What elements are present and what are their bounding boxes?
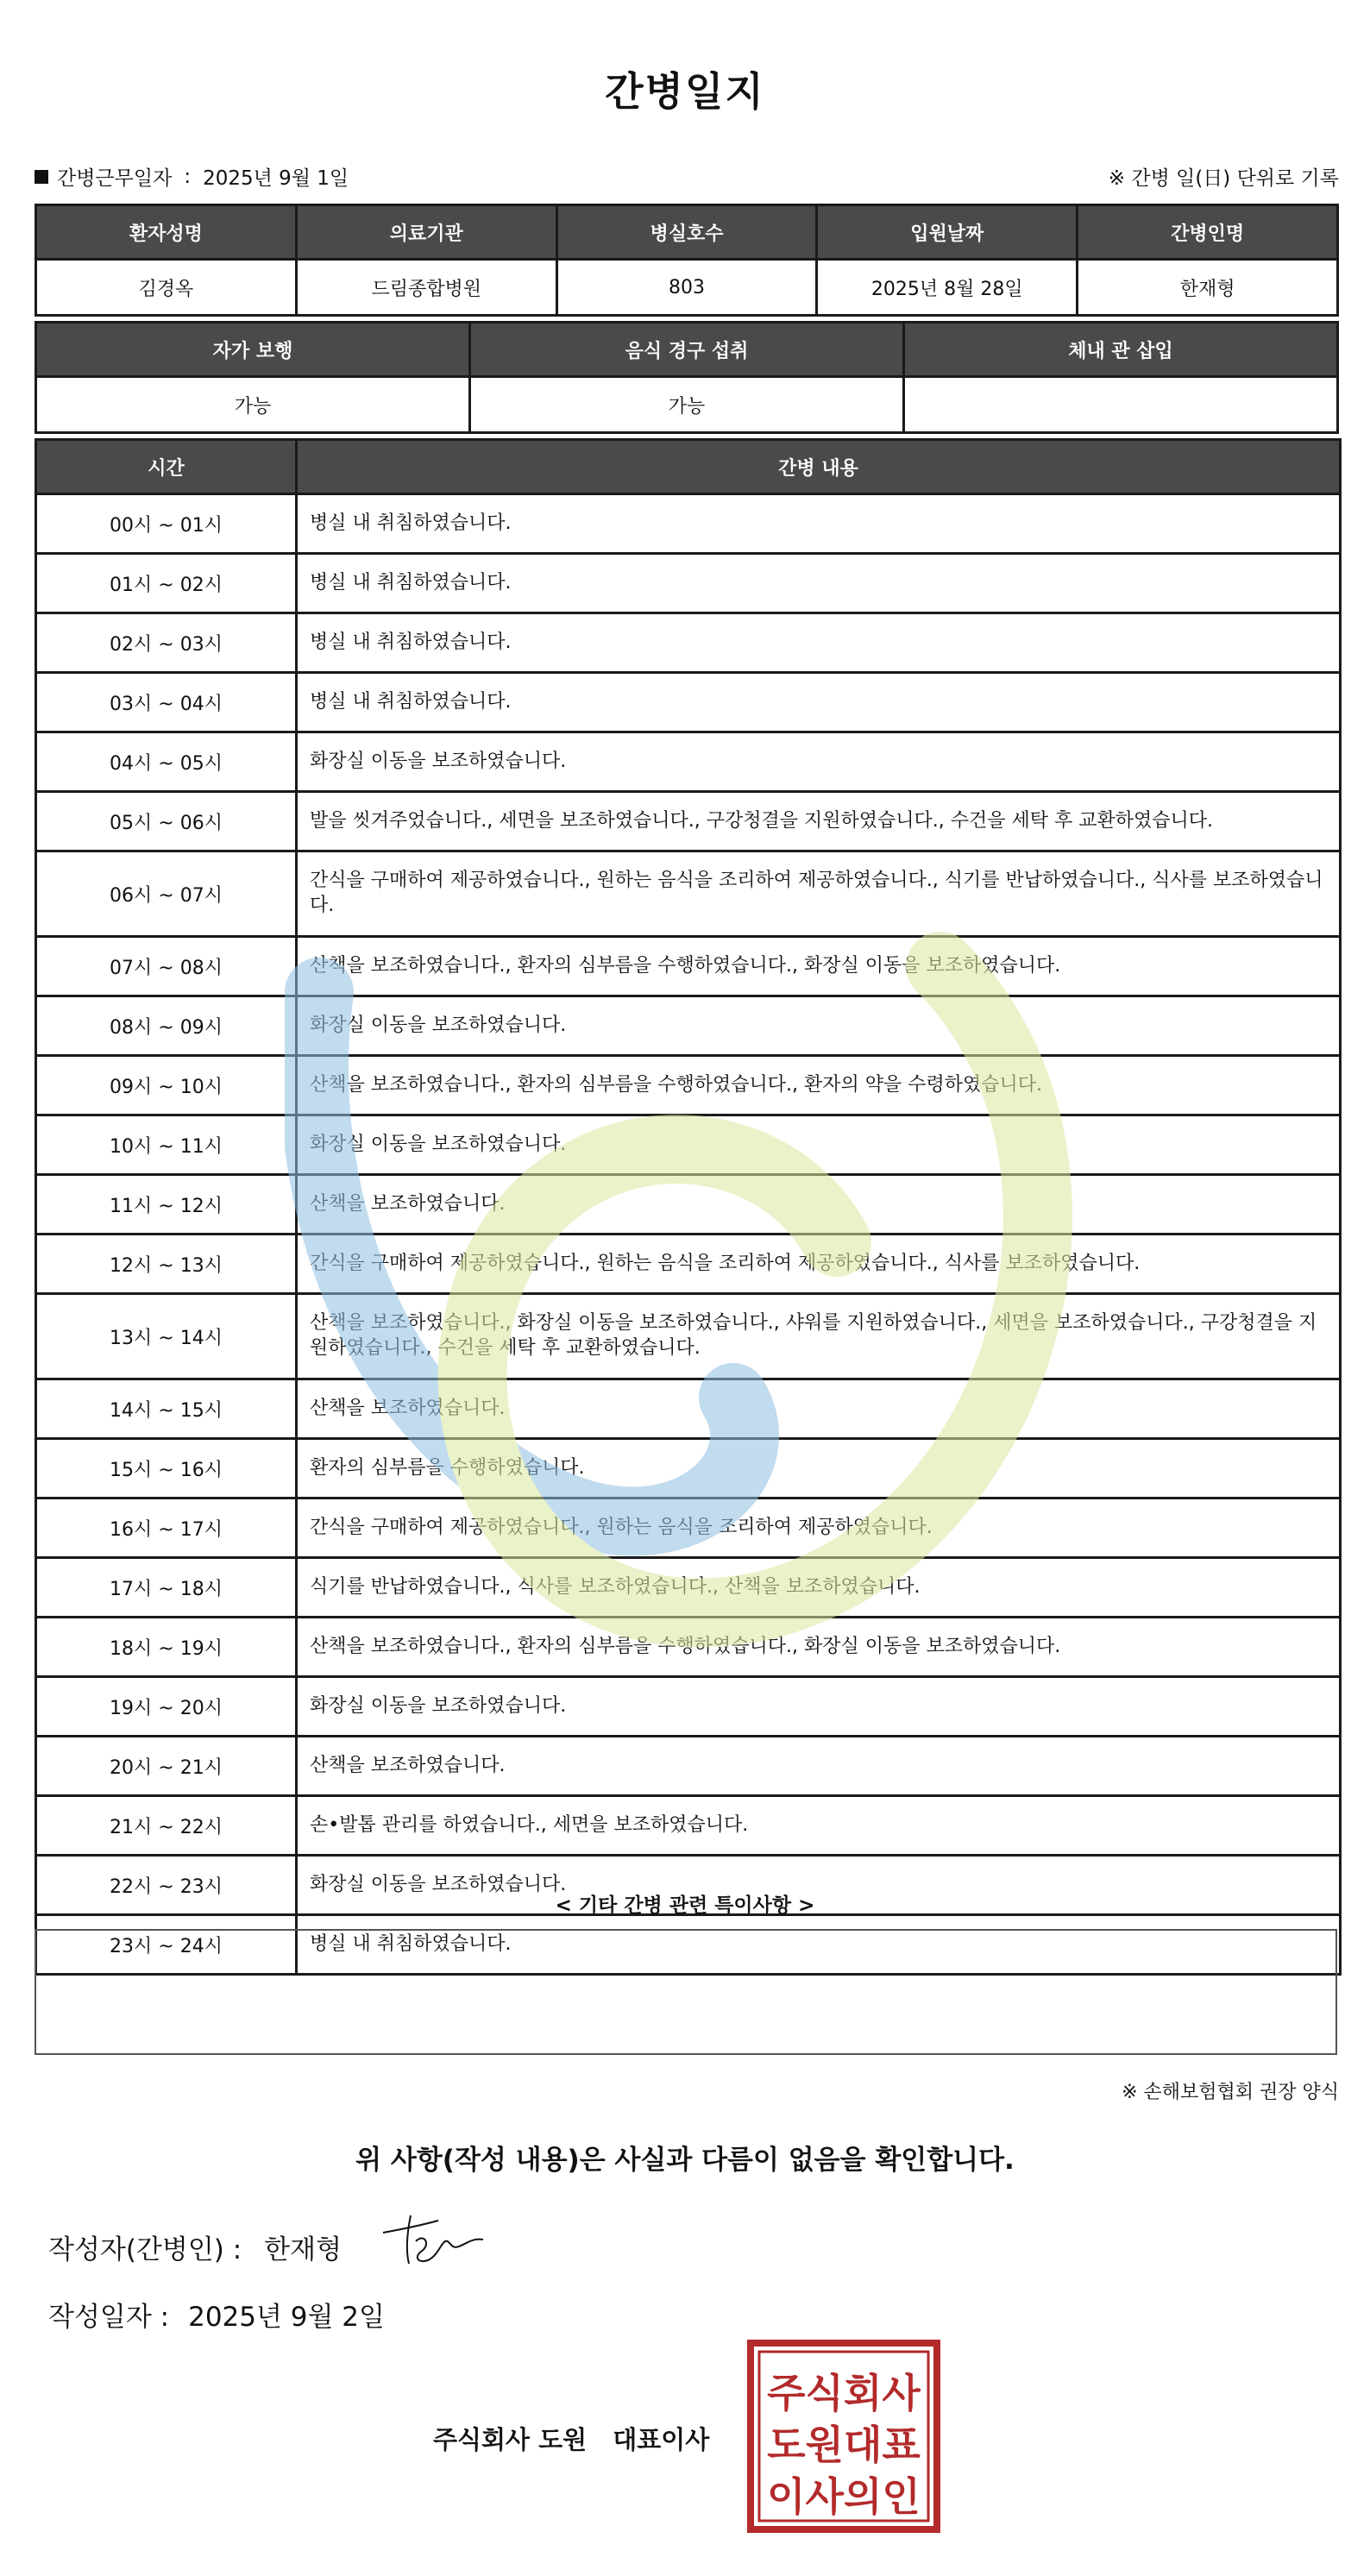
table-row bbox=[36, 851, 1341, 937]
care-content: 병실 내 취침하였습니다. bbox=[297, 613, 1341, 673]
header-care-content: 간병 내용 bbox=[297, 440, 1341, 494]
care-content: 병실 내 취침하였습니다. bbox=[297, 554, 1341, 613]
care-log-table bbox=[35, 438, 1342, 1976]
table-row bbox=[36, 792, 1341, 851]
time-slot: 03시 ~ 04시 bbox=[36, 673, 297, 732]
table-row bbox=[36, 1677, 1341, 1737]
care-content: 환자의 심부름을 수행하였습니다. bbox=[297, 1439, 1341, 1498]
work-date-label: 간병근무일자 bbox=[57, 167, 173, 190]
table-row bbox=[36, 1618, 1341, 1677]
time-slot: 19시 ~ 20시 bbox=[36, 1677, 297, 1737]
time-slot: 21시 ~ 22시 bbox=[36, 1796, 297, 1856]
table-row bbox=[36, 1439, 1341, 1498]
table-row bbox=[36, 996, 1341, 1056]
seal-line-2: 도원대표 bbox=[767, 2422, 921, 2468]
care-content: 발을 씻겨주었습니다., 세면을 보조하였습니다., 구강청결을 지원하였습니다., 수건을 세탁 후 교환하였습니다. bbox=[297, 792, 1341, 851]
care-content: 간식을 구매하여 제공하였습니다., 원하는 음식을 조리하여 제공하였습니다., 식사를 보조하였습니다. bbox=[297, 1235, 1341, 1294]
hospital-name: 드림종합병원 bbox=[296, 260, 556, 316]
seal-line-3: 이사의인 bbox=[767, 2473, 921, 2520]
care-content: 화장실 이동을 보조하였습니다. bbox=[297, 1856, 1341, 1915]
time-slot: 15시 ~ 16시 bbox=[36, 1439, 297, 1498]
written-date-value: 2025년 9월 2일 bbox=[188, 2302, 385, 2333]
time-slot: 10시 ~ 11시 bbox=[36, 1115, 297, 1175]
table-row bbox=[36, 732, 1341, 792]
abilities-table bbox=[35, 321, 1339, 434]
table-row bbox=[36, 1737, 1341, 1796]
tube-insertion-value bbox=[904, 377, 1338, 433]
company-name: 주식회사 도원 bbox=[433, 2425, 588, 2454]
time-slot: 06시 ~ 07시 bbox=[36, 851, 297, 937]
patient-info-table bbox=[35, 204, 1339, 317]
time-slot: 09시 ~ 10시 bbox=[36, 1056, 297, 1115]
special-notes-box bbox=[35, 1929, 1337, 2055]
room-number: 803 bbox=[556, 260, 817, 316]
table-row bbox=[36, 1294, 1341, 1379]
time-slot: 18시 ~ 19시 bbox=[36, 1618, 297, 1677]
care-content: 병실 내 취침하였습니다. bbox=[297, 1915, 1341, 1975]
time-slot: 23시 ~ 24시 bbox=[36, 1915, 297, 1975]
care-content: 병실 내 취침하였습니다. bbox=[297, 673, 1341, 732]
care-content: 화장실 이동을 보조하였습니다. bbox=[297, 732, 1341, 792]
care-content: 식기를 반납하였습니다., 식사를 보조하였습니다., 산책을 보조하였습니다. bbox=[297, 1558, 1341, 1618]
company-seal-icon bbox=[747, 2340, 940, 2533]
care-content: 화장실 이동을 보조하였습니다. bbox=[297, 996, 1341, 1056]
time-slot: 07시 ~ 08시 bbox=[36, 937, 297, 996]
header-patient-name: 환자성명 bbox=[36, 205, 297, 260]
oral-intake-value: 가능 bbox=[470, 377, 904, 433]
time-slot: 11시 ~ 12시 bbox=[36, 1175, 297, 1235]
page-title: 간병일지 bbox=[605, 68, 765, 115]
care-content: 산책을 보조하였습니다. bbox=[297, 1737, 1341, 1796]
writer-label: 작성자(간병인) : bbox=[48, 2234, 242, 2265]
header-hospital: 의료기관 bbox=[296, 205, 556, 260]
time-slot: 17시 ~ 18시 bbox=[36, 1558, 297, 1618]
care-content: 산책을 보조하였습니다. bbox=[297, 1379, 1341, 1439]
time-slot: 08시 ~ 09시 bbox=[36, 996, 297, 1056]
form-source-note: ※ 손해보험협회 권장 양식 bbox=[1122, 2082, 1339, 2103]
writer-line bbox=[48, 2227, 342, 2266]
caregiver-name: 한재형 bbox=[1078, 260, 1338, 316]
table-row bbox=[36, 1498, 1341, 1558]
care-content: 간식을 구매하여 제공하였습니다., 원하는 음식을 조리하여 제공하였습니다. bbox=[297, 1498, 1341, 1558]
care-content: 간식을 구매하여 제공하였습니다., 원하는 음식을 조리하여 제공하였습니다., 식기를 반납하였습니다., 식사를 보조하였습니다. bbox=[297, 851, 1341, 937]
square-bullet-icon bbox=[35, 170, 48, 184]
work-date-separator: : bbox=[184, 165, 192, 188]
table-row bbox=[36, 494, 1341, 554]
table-row bbox=[36, 1175, 1341, 1235]
time-slot: 13시 ~ 14시 bbox=[36, 1294, 297, 1379]
header-oral-intake: 음식 경구 섭취 bbox=[470, 323, 904, 377]
confirmation-statement: 위 사항(작성 내용)은 사실과 다름이 없음을 확인합니다. bbox=[355, 2145, 1015, 2176]
writer-name: 한재형 bbox=[264, 2234, 342, 2265]
time-slot: 02시 ~ 03시 bbox=[36, 613, 297, 673]
self-walking-value: 가능 bbox=[36, 377, 470, 433]
care-content: 화장실 이동을 보조하였습니다. bbox=[297, 1677, 1341, 1737]
header-admission-date: 입원날짜 bbox=[817, 205, 1078, 260]
table-row bbox=[36, 1115, 1341, 1175]
unit-note: ※ 간병 일(日) 단위로 기록 bbox=[1108, 167, 1339, 190]
care-content: 산책을 보조하였습니다., 환자의 심부름을 수행하였습니다., 화장실 이동을 보조하였습니다. bbox=[297, 937, 1341, 996]
time-slot: 01시 ~ 02시 bbox=[36, 554, 297, 613]
table-row bbox=[36, 554, 1341, 613]
company-line bbox=[433, 2421, 709, 2456]
care-content: 산책을 보조하였습니다., 화장실 이동을 보조하였습니다., 샤워를 지원하였습니다., 세면을 보조하였습니다., 구강청결을 지원하였습니다., 수건을 세탁 후 교환하였습니다. bbox=[297, 1294, 1341, 1379]
table-row bbox=[36, 1558, 1341, 1618]
header-time: 시간 bbox=[36, 440, 297, 494]
table-row bbox=[36, 673, 1341, 732]
header-caregiver-name: 간병인명 bbox=[1078, 205, 1338, 260]
work-date-line bbox=[35, 162, 349, 191]
care-content: 산책을 보조하였습니다., 환자의 심부름을 수행하였습니다., 환자의 약을 수령하였습니다. bbox=[297, 1056, 1341, 1115]
table-row bbox=[36, 1796, 1341, 1856]
time-slot: 22시 ~ 23시 bbox=[36, 1856, 297, 1915]
time-slot: 05시 ~ 06시 bbox=[36, 792, 297, 851]
time-slot: 16시 ~ 17시 bbox=[36, 1498, 297, 1558]
care-content: 손•발톱 관리를 하였습니다., 세면을 보조하였습니다. bbox=[297, 1796, 1341, 1856]
care-content: 산책을 보조하였습니다., 환자의 심부름을 수행하였습니다., 화장실 이동을 보조하였습니다. bbox=[297, 1618, 1341, 1677]
written-date-label: 작성일자 : bbox=[48, 2302, 170, 2333]
table-row bbox=[36, 937, 1341, 996]
table-row bbox=[36, 613, 1341, 673]
table-row bbox=[36, 1379, 1341, 1439]
time-slot: 04시 ~ 05시 bbox=[36, 732, 297, 792]
work-date-value: 2025년 9월 1일 bbox=[203, 167, 349, 190]
table-row bbox=[36, 1235, 1341, 1294]
patient-name: 김경옥 bbox=[36, 260, 297, 316]
admission-date: 2025년 8월 28일 bbox=[817, 260, 1078, 316]
care-content: 병실 내 취침하였습니다. bbox=[297, 494, 1341, 554]
care-content: 산책을 보조하였습니다. bbox=[297, 1175, 1341, 1235]
header-self-walking: 자가 보행 bbox=[36, 323, 470, 377]
header-room-number: 병실호수 bbox=[556, 205, 817, 260]
seal-line-1: 주식회사 bbox=[767, 2370, 921, 2416]
signature-icon bbox=[376, 2207, 488, 2276]
time-slot: 12시 ~ 13시 bbox=[36, 1235, 297, 1294]
table-row bbox=[36, 1056, 1341, 1115]
time-slot: 14시 ~ 15시 bbox=[36, 1379, 297, 1439]
header-tube-insertion: 체내 관 삽입 bbox=[904, 323, 1338, 377]
written-date-line bbox=[48, 2295, 385, 2334]
time-slot: 20시 ~ 21시 bbox=[36, 1737, 297, 1796]
special-notes-title: < 기타 간병 관련 특이사항 > bbox=[555, 1894, 815, 1917]
care-content: 화장실 이동을 보조하였습니다. bbox=[297, 1115, 1341, 1175]
company-role: 대표이사 bbox=[613, 2425, 710, 2454]
time-slot: 00시 ~ 01시 bbox=[36, 494, 297, 554]
